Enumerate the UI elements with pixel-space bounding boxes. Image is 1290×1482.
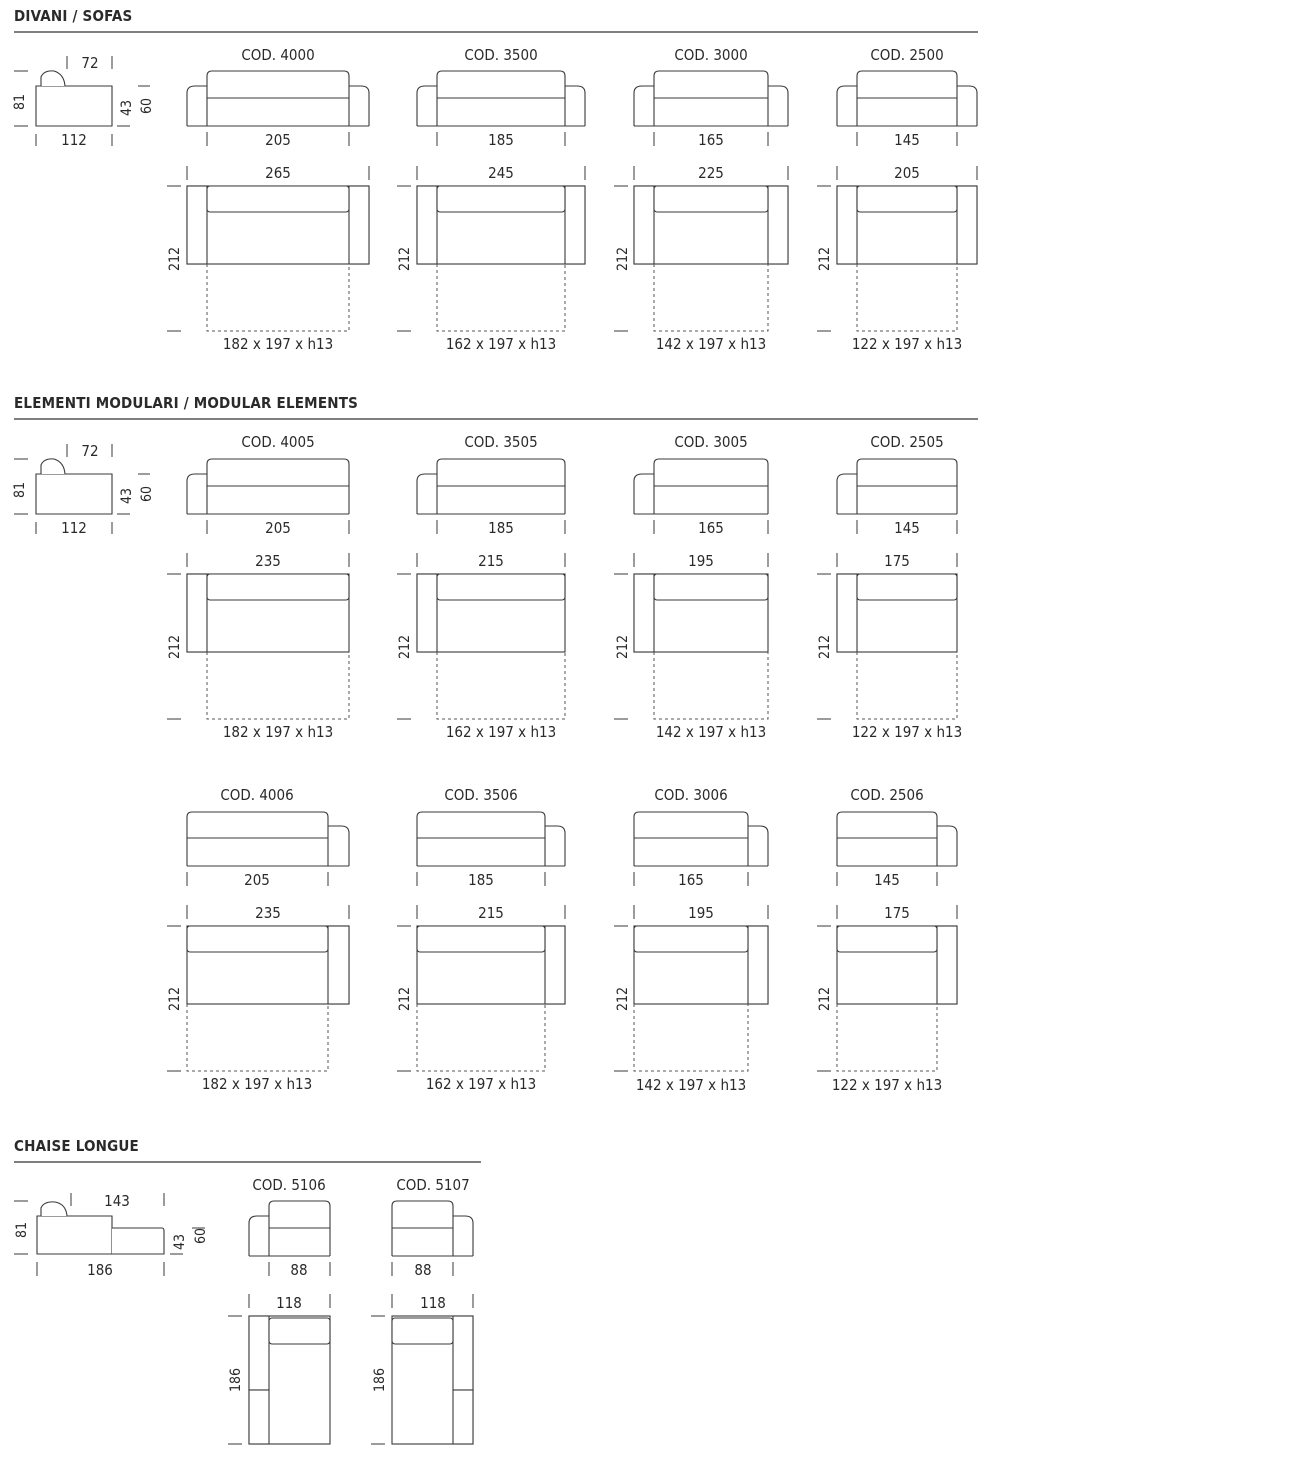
total-width-label: 118	[420, 1294, 446, 1312]
depth-label: 212	[167, 986, 183, 1012]
arm-height-label: 60	[193, 1227, 209, 1245]
product-module-2505	[817, 433, 962, 741]
total-width-label: 215	[478, 904, 504, 922]
arm-height-label: 60	[139, 485, 155, 503]
product-module-3005	[614, 433, 768, 741]
depth-label: 212	[615, 986, 631, 1012]
front-width-label: 165	[698, 131, 724, 149]
depth-label: 212	[615, 634, 631, 660]
front-width-label: 185	[488, 519, 514, 537]
seat-length-label: 143	[104, 1192, 130, 1210]
product-code: COD. 3506	[444, 786, 518, 804]
total-width-label: 205	[894, 164, 920, 182]
total-width-label: 195	[688, 904, 714, 922]
bed-size-label: 142 x 197 x h13	[635, 1076, 747, 1094]
profile-height-label: 81	[12, 93, 28, 111]
product-code: COD. 4000	[241, 46, 315, 64]
product-module-3006	[614, 786, 768, 1094]
profile-depth-label: 112	[61, 519, 87, 537]
product-sofa-3000	[614, 46, 788, 353]
section-title-modular: ELEMENTI MODULARI / MODULAR ELEMENTS	[14, 394, 359, 412]
section-title-sofas: DIVANI / SOFAS	[14, 7, 133, 25]
product-code: COD. 2506	[850, 786, 924, 804]
front-width-label: 185	[488, 131, 514, 149]
front-width-label: 165	[698, 519, 724, 537]
total-width-label: 195	[688, 552, 714, 570]
product-code: COD. 3005	[674, 433, 748, 451]
bed-size-label: 162 x 197 x h13	[445, 335, 557, 353]
product-code: COD. 3006	[654, 786, 728, 804]
seat-depth-label: 72	[81, 442, 99, 460]
total-width-label: 175	[884, 904, 910, 922]
bed-size-label: 162 x 197 x h13	[445, 723, 557, 741]
depth-label: 212	[397, 246, 413, 272]
bed-size-label: 142 x 197 x h13	[655, 335, 767, 353]
product-sofa-2500	[817, 46, 977, 353]
product-chaise-5106	[228, 1176, 330, 1444]
depth-label: 212	[817, 634, 833, 660]
seat-height-label: 43	[172, 1233, 188, 1251]
product-code: COD. 3500	[464, 46, 538, 64]
product-code: COD. 5106	[252, 1176, 326, 1194]
profile-length-label: 186	[87, 1261, 113, 1279]
side-profile-modular	[12, 442, 155, 537]
product-chaise-5107	[371, 1176, 473, 1444]
seat-depth-label: 72	[81, 54, 99, 72]
product-module-3505	[397, 433, 565, 741]
front-width-label: 145	[894, 519, 920, 537]
seat-height-label: 43	[119, 487, 135, 505]
total-width-label: 175	[884, 552, 910, 570]
front-width-label: 205	[265, 519, 291, 537]
depth-label: 212	[817, 986, 833, 1012]
seat-height-label: 43	[119, 99, 135, 117]
total-width-label: 235	[255, 904, 281, 922]
product-module-2506	[817, 786, 957, 1094]
total-width-label: 265	[265, 164, 291, 182]
depth-label: 212	[167, 246, 183, 272]
depth-label: 186	[228, 1367, 244, 1393]
profile-height-label: 81	[14, 1221, 30, 1239]
product-code: COD. 3000	[674, 46, 748, 64]
side-profile-chaise	[14, 1192, 209, 1279]
depth-label: 212	[817, 246, 833, 272]
product-module-4005	[167, 433, 349, 741]
side-profile-sofa	[12, 54, 155, 149]
total-width-label: 215	[478, 552, 504, 570]
depth-label: 212	[167, 634, 183, 660]
front-width-label: 205	[244, 871, 270, 889]
bed-size-label: 182 x 197 x h13	[201, 1075, 313, 1093]
total-width-label: 245	[488, 164, 514, 182]
product-module-4006	[167, 786, 349, 1093]
front-width-label: 165	[678, 871, 704, 889]
depth-label: 212	[397, 986, 413, 1012]
total-width-label: 235	[255, 552, 281, 570]
front-width-label: 88	[414, 1261, 432, 1279]
bed-size-label: 122 x 197 x h13	[831, 1076, 943, 1094]
depth-label: 186	[372, 1367, 388, 1393]
product-sofa-4000	[167, 46, 369, 353]
bed-size-label: 122 x 197 x h13	[851, 335, 963, 353]
profile-depth-label: 112	[61, 131, 87, 149]
depth-label: 212	[615, 246, 631, 272]
product-code: COD. 4006	[220, 786, 294, 804]
front-width-label: 145	[874, 871, 900, 889]
bed-size-label: 122 x 197 x h13	[851, 723, 963, 741]
front-width-label: 145	[894, 131, 920, 149]
product-code: COD. 2500	[870, 46, 944, 64]
product-sofa-3500	[397, 46, 585, 353]
product-code: COD. 2505	[870, 433, 944, 451]
front-width-label: 205	[265, 131, 291, 149]
product-code: COD. 3505	[464, 433, 538, 451]
product-code: COD. 5107	[396, 1176, 470, 1194]
depth-label: 212	[397, 634, 413, 660]
bed-size-label: 162 x 197 x h13	[425, 1075, 537, 1093]
total-width-label: 225	[698, 164, 724, 182]
profile-height-label: 81	[12, 481, 28, 499]
bed-size-label: 182 x 197 x h13	[222, 335, 334, 353]
bed-size-label: 182 x 197 x h13	[222, 723, 334, 741]
total-width-label: 118	[276, 1294, 302, 1312]
product-code: COD. 4005	[241, 433, 315, 451]
product-module-3506	[397, 786, 565, 1093]
bed-size-label: 142 x 197 x h13	[655, 723, 767, 741]
arm-height-label: 60	[139, 97, 155, 115]
section-title-chaise-longue: CHAISE LONGUE	[14, 1137, 139, 1155]
front-width-label: 185	[468, 871, 494, 889]
front-width-label: 88	[290, 1261, 308, 1279]
